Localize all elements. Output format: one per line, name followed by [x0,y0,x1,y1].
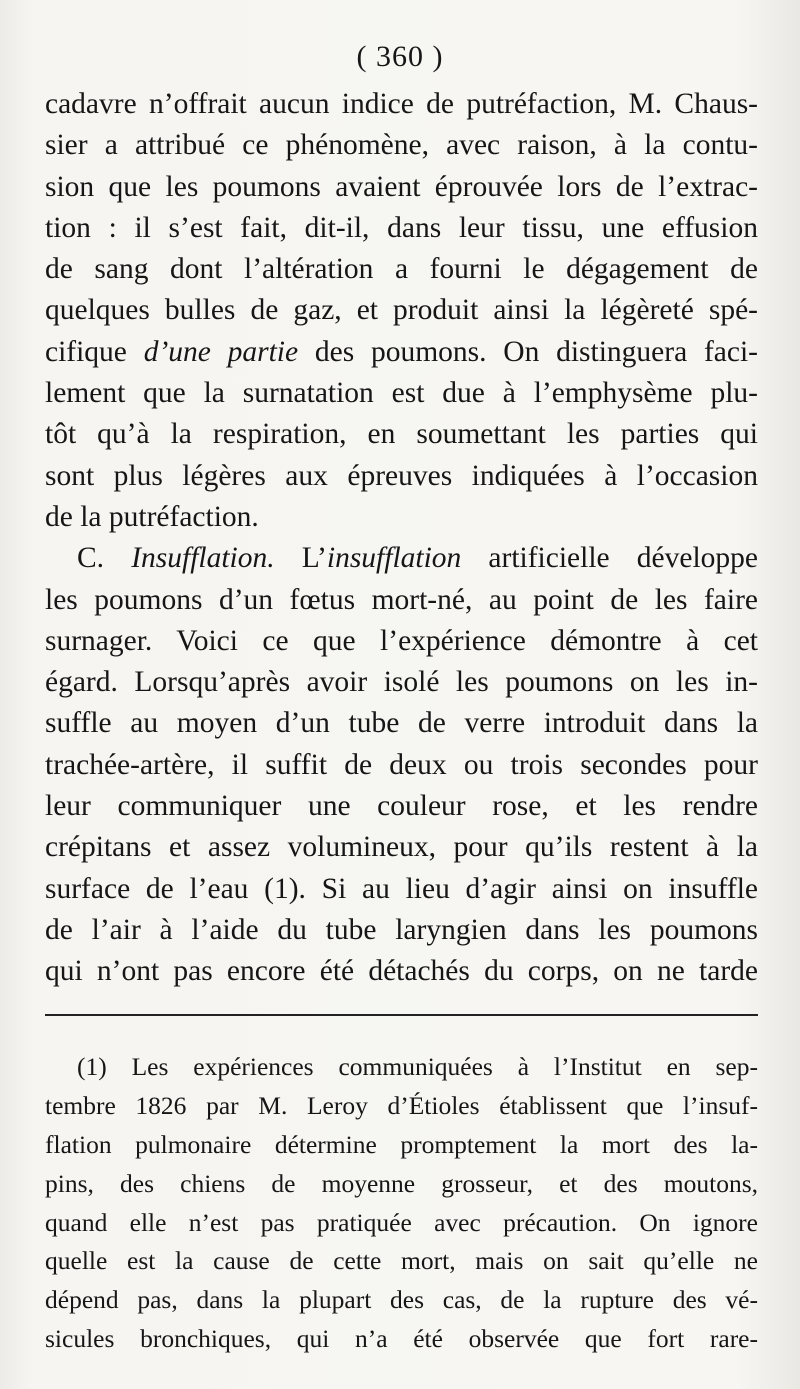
text-line: les poumons d’un fœtus mort-né, au point de les faire [45,583,758,616]
footnote-line: pins, des chiens de moyenne grosseur, et des moutons, [45,1168,758,1198]
text-line [45,332,758,373]
footnote-divider [45,1014,758,1016]
text-line: surface de l’eau (1). Si au lieu d’agir ainsi on insuffle [45,872,758,905]
text-line: suffle au moyen d’un tube de verre introduit dans la [45,707,758,740]
text-line: leur communiquer une couleur rose, et les rendre [45,790,758,823]
page-number: ( 360 ) [356,40,444,73]
text-line: sion que les poumons avaient éprouvée lors de l’extrac- [45,170,758,203]
footnote [45,1048,758,1359]
footnote-line: flation pulmonaire détermine promptement la mort des la- [45,1129,758,1159]
section-label: C. [77,542,132,575]
text-line: quelques bulles de gaz, et produit ainsi la légèreté spé- [45,294,758,327]
footnote-line: tembre 1826 par M. Leroy d’Étioles établissent que l’insuf- [45,1090,758,1120]
footnote-line: dépend pas, dans la plupart des cas, de la rupture des vé- [45,1285,758,1315]
text-line: crépitans et assez volumineux, pour qu’ils restent à la [45,831,758,864]
footnote-line: sicules bronchiques, qui n’a été observée que fort rare- [45,1324,758,1354]
main-text [45,84,758,993]
text-segment: artificielle développe [461,542,758,575]
text-line: lement que la surnatation est due à l’emphysème plu- [45,377,758,410]
text-line: sier a attribué ce phénomène, avec raison, à la contu- [45,129,758,162]
text-line: surnager. Voici ce que l’expérience démontre à cet [45,624,758,657]
italic-phrase: d’une partie [143,335,299,368]
text-segment: des poumons. On distinguera faci- [298,335,758,368]
text-line: qui n’ont pas encore été détachés du corps, on ne tarde [45,955,758,988]
italic-term: insufflation [326,542,462,575]
text-line: de sang dont l’altération a fourni le dégagement de [45,253,758,286]
text-line: tôt qu’à la respiration, en soumettant les parties qui [45,418,758,451]
section-title: Insufflation. [131,542,275,575]
section-heading-line [45,538,758,579]
text-line: tion : il s’est fait, dit-il, dans leur tissu, une effusion [45,211,758,244]
footnote-line: quand elle n’est pas pratiquée avec précaution. On ignore [45,1207,758,1237]
footnote-line: quelle est la cause de cette mort, mais on sait qu’elle ne [45,1246,758,1276]
text-line: sont plus légères aux épreuves indiquées à l’occasion [45,459,758,492]
text-line: trachée-artère, il suffit de deux ou trois secondes pour [45,748,758,781]
text-segment: L’ [274,542,327,575]
text-segment: cifique [45,335,144,368]
text-line: de la putréfaction. [45,500,259,533]
text-line: égard. Lorsqu’après avoir isolé les poumons on les in- [45,666,758,699]
text-line: de l’air à l’aide du tube laryngien dans les poumons [45,913,758,946]
footnote-line: (1) Les expériences communiquées à l’Institut en sep- [77,1052,758,1081]
text-line: cadavre n’offrait aucun indice de putréfaction, M. Chaus- [45,88,758,120]
